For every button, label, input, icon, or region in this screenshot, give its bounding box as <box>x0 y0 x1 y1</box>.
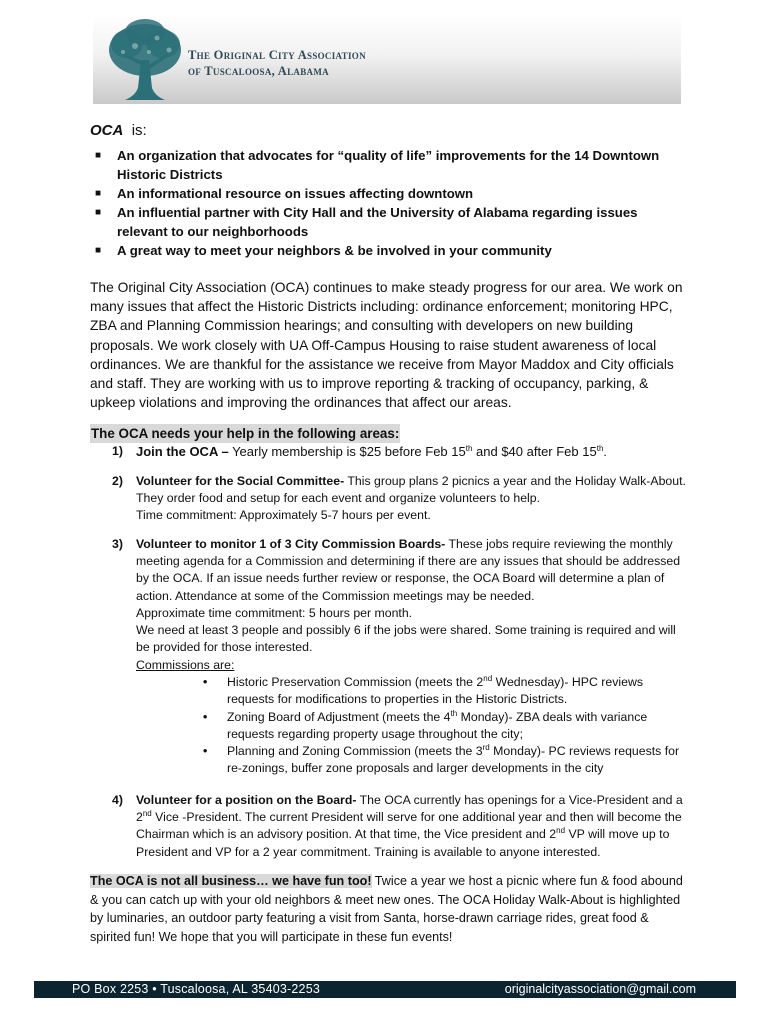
organization-name <box>188 47 366 79</box>
commissions-heading: Commissions are: <box>136 657 235 672</box>
list-item: ■ An informational resource on issues affecting downtown <box>95 186 474 201</box>
list-item: ■ An organization that advocates for “quality of life” improvements for the 14 Downtown Historic Districts <box>95 148 660 182</box>
square-bullet-icon: ■ <box>95 207 102 218</box>
item-number: 4) <box>112 792 123 807</box>
document-body <box>90 121 690 946</box>
list-item: ■ A great way to meet your neighbors & be involved in your community <box>95 243 552 258</box>
org-name-line2: of Tuscaloosa, Alabama <box>188 64 329 78</box>
oca-is: is: <box>131 122 147 139</box>
item-title: Volunteer for the Social Committee- <box>136 473 345 488</box>
volunteer-need: We need at least 3 people and possibly 6 if the jobs were shared. Some training is required and will be provided for those interested. <box>136 623 676 655</box>
item-title: Volunteer for a position on the Board- <box>136 792 357 807</box>
help-item-join: 1) Join the OCA – Yearly membership is $25 before Feb 15th and $40 after Feb 15th. <box>112 444 607 460</box>
dot-bullet-icon: • <box>203 744 208 759</box>
list-item: • Historic Preservation Commission (meets the 2nd Wednesday)- HPC reviews requests for modifications to properties in the Historic Districts. <box>203 673 643 707</box>
help-item-board: 4) Volunteer for a position on the Board- The OCA currently has openings for a Vice-President and a 2nd Vice -President. The current President will serve for one additional year and then will become the Chairman which is an advisory position. At that time, the Vice president and 2nd VP will move up to President and VP for a 2 year commitment. Training is available to anyone interested. <box>112 792 683 859</box>
intro-paragraph: The Original City Association (OCA) continues to make steady progress for our area. We work on many issues that affect the Historic Districts including: ordinance enforcement; monitoring HPC, ZBA and Planning Commission hearings; and consulting with developers on new building proposals. We work closely with UA Off-Campus Housing to raise student awareness of local ordinances. We are thankful for the assistance we receive from Mayor Maddox and City officials and staff. They are working with us to improve reporting & tracking of occupancy, parking, & upkeep violations and improving the ordinances that affect our areas. <box>90 280 683 411</box>
letterhead-banner <box>93 14 681 104</box>
item-title: Join the OCA – <box>136 444 229 460</box>
help-heading: The OCA needs your help in the following areas: <box>91 426 400 442</box>
dot-bullet-icon: • <box>203 674 208 689</box>
oca-term: OCA <box>90 122 124 139</box>
item-number: 2) <box>112 473 123 488</box>
oca-intro-line <box>90 121 690 140</box>
footer-address: PO Box 2253 • Tuscaloosa, AL 35403-2253 <box>72 982 320 996</box>
item-number: 3) <box>112 536 123 551</box>
time-commitment: Time commitment: Approximately 5-7 hours per event. <box>136 508 431 523</box>
item-title: Volunteer to monitor 1 of 3 City Commission Boards- <box>136 536 446 551</box>
dot-bullet-icon: • <box>203 709 208 724</box>
list-item: • Zoning Board of Adjustment (meets the 4th Monday)- ZBA deals with variance requests regarding property usage throughout the city; <box>203 708 648 741</box>
square-bullet-icon: ■ <box>95 188 102 199</box>
square-bullet-icon: ■ <box>95 150 102 161</box>
oak-tree-icon <box>105 16 185 102</box>
item-number: 1) <box>112 444 123 459</box>
list-item: • Planning and Zoning Commission (meets the 3rd Monday)- PC reviews requests for re-zonings, buffer zone proposals and larger developments in the city <box>203 743 680 776</box>
help-item-social: 2) Volunteer for the Social Committee- This group plans 2 picnics a year and the Holiday Walk-About. They order food and setup for each event and organize volunteers to help. Time commitment: Approximately 5-7 hours per event. <box>112 473 686 523</box>
org-name-line1: The Original City Association <box>188 48 366 62</box>
help-items <box>90 443 690 861</box>
footer-bar <box>34 981 736 998</box>
fun-heading: The OCA is not all business… we have fun too! <box>90 873 372 888</box>
oca-bullet-list <box>90 146 690 260</box>
footer-email: originalcityassociation@gmail.com <box>504 982 696 996</box>
time-commitment: Approximate time commitment: 5 hours per month. <box>136 605 413 620</box>
commission-list <box>136 674 690 778</box>
help-item-commission: 3) Volunteer to monitor 1 of 3 City Commission Boards- These jobs require reviewing the monthly meeting agenda for a Commission and determining if there are any issues that should be addressed by the OCA. If an issue needs further review or response, the OCA Board will determine a plan of action. Attendance at some of the Commission meetings may be needed. Approximate time commitment: 5 hours per month. We need at least 3 people and possibly 6 if the jobs were shared. Some training is required and will be provided for those interested. Commissions are: • Historic Preservation Commission (meets the 2nd Wednesday)- HPC reviews requests for modifications to properties in the Historic Districts. • Zoning Board of Adjustment (meets the 4th Monday)- ZBA deals with variance requests regarding property usage throughout the city; • Planning and Zoning Commission (meets the 3rd Monday)- PC reviews requests for re-zonings, buffer zone proposals and larger developments in the city <box>90 536 690 778</box>
list-item: ■ An influential partner with City Hall and the University of Alabama regarding issues relevant to our neighborhoods <box>95 205 638 239</box>
square-bullet-icon: ■ <box>95 245 102 256</box>
fun-paragraph: The OCA is not all business… we have fun too! Twice a year we host a picnic where fun & food abound & you can catch up with your old neighbors & meet new ones. The OCA Holiday Walk-About is highlighted by luminaries, an outdoor party featuring a visit from Santa, horse-drawn carriage rides, great food & spirited fun! We hope that you will participate in these fun events! <box>90 873 683 944</box>
